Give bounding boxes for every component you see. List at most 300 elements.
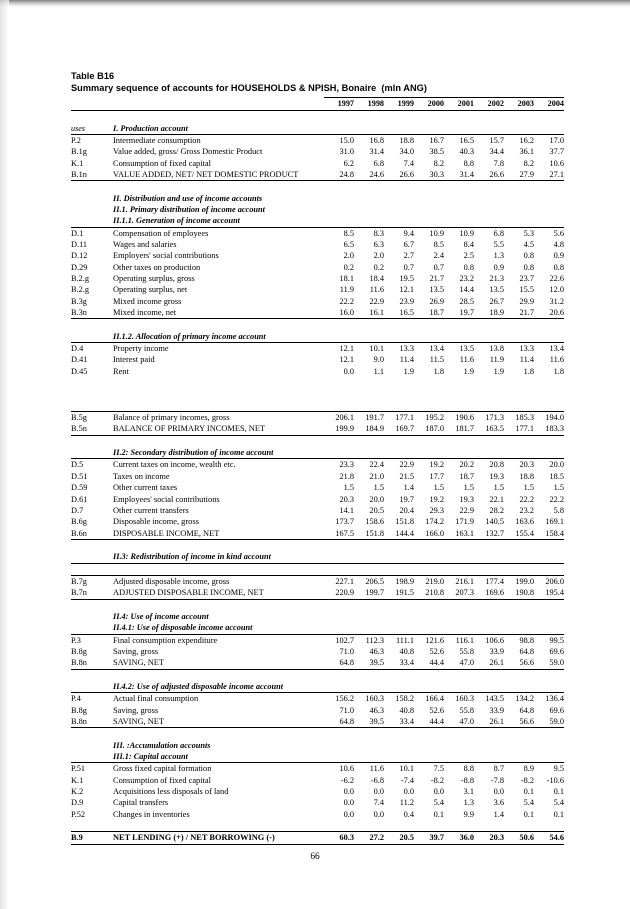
- cell-2003: 0.8: [523, 262, 534, 272]
- cell-1997: 12.1: [339, 355, 354, 365]
- cell-2001: 55.8: [459, 705, 474, 715]
- row-code: P.3: [71, 635, 81, 645]
- cell-1999: 33.4: [384, 657, 414, 669]
- row-label: Saving, gross: [113, 705, 159, 715]
- cell-2004: 194.0: [534, 412, 564, 424]
- scan-edge-top: [0, 0, 630, 7]
- cell-2000: 52.6: [429, 646, 444, 656]
- cell-2004: 20.6: [534, 307, 564, 319]
- cell-2004: 37.7: [549, 147, 564, 157]
- cell-2002: 143.5: [485, 694, 504, 704]
- cell-2000: 13.4: [429, 344, 444, 354]
- section-title-production: I. Production account: [113, 123, 324, 135]
- section-heading-primary-distribution: [71, 204, 564, 215]
- cell-2001: -8.8: [460, 775, 474, 785]
- cell-2000: 1.8: [433, 366, 444, 376]
- cell-1998: 46.3: [369, 705, 384, 715]
- cell-1999: 23.9: [399, 296, 414, 306]
- cell-2003: 1.5: [523, 483, 534, 493]
- table-row: [71, 273, 564, 284]
- cell-1999: 169.7: [384, 423, 414, 435]
- cell-2001: 36.0: [444, 832, 474, 844]
- cell-2002: 1.9: [493, 366, 504, 376]
- section-heading-secondary: [71, 447, 564, 459]
- cell-1999: 198.9: [384, 575, 414, 587]
- cell-2001: 11.6: [459, 355, 474, 365]
- cell-2003: 155.4: [504, 528, 534, 540]
- cell-1998: 16.1: [354, 307, 384, 319]
- cell-2003: 36.1: [519, 147, 534, 157]
- cell-2001: 47.0: [444, 657, 474, 669]
- cell-2004: 169.1: [545, 517, 564, 527]
- cell-2004: 22.2: [549, 494, 564, 504]
- cell-2004: 12.0: [549, 285, 564, 295]
- cell-1999: 0.7: [403, 262, 414, 272]
- table-row: [71, 575, 564, 587]
- cell-2001: 10.9: [459, 228, 474, 238]
- cell-2000: 166.0: [414, 528, 444, 540]
- cell-1999: 22.9: [399, 460, 414, 470]
- cell-2001: 9.9: [463, 809, 474, 819]
- row-label: SAVING, NET: [113, 716, 324, 728]
- row-label: Compensation of employees: [113, 228, 209, 238]
- row-code: B.2.g: [71, 285, 89, 295]
- cell-1998: 24.6: [354, 169, 384, 181]
- table-row: [71, 343, 564, 355]
- cell-1998: 20.0: [369, 494, 384, 504]
- row-label: Rent: [113, 366, 129, 376]
- scan-edge-left: [0, 0, 9, 909]
- table-row: [71, 250, 564, 261]
- cell-1997: 15.0: [339, 135, 354, 145]
- cell-2004: 4.8: [553, 239, 564, 249]
- cell-2003: 22.2: [519, 494, 534, 504]
- cell-1997: 14.1: [339, 505, 354, 515]
- cell-1998: 7.4: [373, 798, 384, 808]
- cell-2002: 0.0: [493, 787, 504, 797]
- cell-2001: 2.5: [463, 251, 474, 261]
- row-code: B.7g: [71, 575, 113, 587]
- section-title-secondary: II.2: Secondary distribution of income account: [113, 447, 324, 459]
- cell-2002: 6.8: [493, 228, 504, 238]
- section-heading-capital-account: [71, 751, 564, 763]
- row-code: D.5: [71, 460, 84, 470]
- column-header-2000: 2000: [414, 97, 444, 110]
- cell-1997: 31.0: [339, 147, 354, 157]
- cell-1998: 184.9: [354, 423, 384, 435]
- cell-2001: 14.4: [459, 285, 474, 295]
- cell-1999: 19.7: [399, 494, 414, 504]
- cell-1999: 1.4: [403, 483, 414, 493]
- table-row: [71, 587, 564, 599]
- cell-2004: 18.5: [549, 471, 564, 481]
- cell-2004: 11.6: [549, 355, 564, 365]
- row-label: Employees' social contributions: [113, 494, 220, 504]
- cell-1999: 10.1: [399, 764, 414, 774]
- cell-2002: 169.6: [474, 587, 504, 599]
- cell-2001: 216.1: [444, 575, 474, 587]
- cell-1998: 18.4: [369, 273, 384, 283]
- cell-2001: 47.0: [444, 716, 474, 728]
- cell-1999: 20.5: [384, 832, 414, 844]
- cell-2000: 10.9: [429, 228, 444, 238]
- cell-1998: 8.3: [373, 228, 384, 238]
- cell-2000: 44.4: [414, 657, 444, 669]
- table-row: [71, 423, 564, 435]
- row-label: Interest paid: [113, 355, 155, 365]
- table-row: [71, 494, 564, 505]
- row-code: P.52: [71, 809, 86, 819]
- spacer-row: [71, 563, 564, 575]
- cell-2003: 190.8: [504, 587, 534, 599]
- section-title-accumulation: III. :Accumulation accounts: [113, 740, 211, 750]
- cell-2003: 29.9: [519, 296, 534, 306]
- cell-2002: 18.9: [474, 307, 504, 319]
- table-number: Table B16: [71, 71, 115, 81]
- column-header-1998: 1998: [354, 97, 384, 110]
- cell-2000: 121.6: [425, 635, 444, 645]
- cell-2003: 11.4: [519, 355, 534, 365]
- cell-1997: 11.9: [339, 285, 354, 295]
- cell-2001: 16.5: [459, 135, 474, 145]
- cell-2002: 13.5: [489, 285, 504, 295]
- row-code: D.11: [71, 239, 88, 249]
- row-code: D.12: [71, 251, 88, 261]
- cell-1999: 144.4: [384, 528, 414, 540]
- cell-2003: 1.8: [523, 366, 534, 376]
- cell-1998: 11.6: [369, 764, 384, 774]
- row-label: Operating surplus, net: [113, 285, 188, 295]
- cell-2003: 0.1: [523, 787, 534, 797]
- cell-1998: 31.4: [369, 147, 384, 157]
- cell-1999: 13.3: [399, 344, 414, 354]
- cell-2001: 18.7: [459, 471, 474, 481]
- row-code: D.59: [71, 483, 88, 493]
- cell-2000: 0.7: [433, 262, 444, 272]
- table-row: [71, 763, 564, 775]
- cell-2003: 13.3: [519, 344, 534, 354]
- row-code: B.2.g: [71, 273, 89, 283]
- cell-2001: 40.3: [459, 147, 474, 157]
- cell-1998: 9.0: [373, 355, 384, 365]
- row-label: Mixed income, net: [113, 307, 324, 319]
- cell-2001: 1.9: [463, 366, 474, 376]
- cell-2001: 19.7: [444, 307, 474, 319]
- cell-1999: 40.8: [399, 705, 414, 715]
- cell-1999: -7.4: [400, 775, 414, 785]
- cell-1998: 22.4: [369, 460, 384, 470]
- cell-1998: 1.1: [373, 366, 384, 376]
- table-row: [71, 482, 564, 493]
- row-label: Employers' social contributions: [113, 251, 219, 261]
- cell-2004: 0.8: [553, 262, 564, 272]
- cell-2001: 163.1: [444, 528, 474, 540]
- cell-1997: 0.0: [343, 787, 354, 797]
- cell-2000: 166.4: [425, 694, 444, 704]
- cell-2001: 171.9: [455, 517, 474, 527]
- cell-1999: 2.7: [403, 251, 414, 261]
- cell-2002: 33.9: [489, 646, 504, 656]
- cell-2000: 21.7: [429, 273, 444, 283]
- table-row: [71, 775, 564, 786]
- cell-1997: 21.8: [339, 471, 354, 481]
- cell-2002: 0.9: [493, 262, 504, 272]
- cell-2001: 19.3: [459, 494, 474, 504]
- spacer-row: [71, 599, 564, 611]
- row-code: B.8n: [71, 657, 113, 669]
- cell-2000: 19.2: [429, 460, 444, 470]
- cell-2002: 1.5: [493, 483, 504, 493]
- cell-1997: 1.5: [343, 483, 354, 493]
- cell-1998: 1.5: [373, 483, 384, 493]
- row-code: B.6g: [71, 517, 87, 527]
- cell-1999: 19.5: [399, 273, 414, 283]
- spacer-row: [71, 400, 564, 412]
- cell-2004: 10.6: [549, 158, 564, 168]
- row-label: ADJUSTED DISPOSABLE INCOME, NET: [113, 587, 324, 599]
- row-label: Balance of primary incomes, gross: [113, 412, 324, 424]
- cell-2004: 136.4: [545, 694, 564, 704]
- section-heading-generation-of-income: [71, 215, 564, 227]
- row-label: Operating surplus, gross: [113, 273, 195, 283]
- cell-2001: 28.5: [459, 296, 474, 306]
- row-label: Final consumption expenditure: [113, 635, 218, 645]
- cell-1998: 2.0: [373, 251, 384, 261]
- cell-1998: 151.8: [354, 528, 384, 540]
- table-row: [71, 797, 564, 808]
- cell-1999: 16.5: [384, 307, 414, 319]
- table-row: [71, 262, 564, 273]
- cell-2003: 8.9: [523, 764, 534, 774]
- column-header-1999: 1999: [384, 97, 414, 110]
- cell-2002: 21.3: [489, 273, 504, 283]
- cell-1998: 158.6: [365, 517, 384, 527]
- cell-2003: 8.2: [523, 158, 534, 168]
- cell-2003: 20.3: [519, 460, 534, 470]
- row-code: D.51: [71, 471, 88, 481]
- cell-2001: 55.8: [459, 646, 474, 656]
- cell-2002: 7.8: [493, 158, 504, 168]
- table-title-block: [71, 70, 564, 95]
- row-label: Other current transfers: [113, 505, 189, 515]
- cell-2000: 11.5: [429, 355, 444, 365]
- section-heading-distribution: [71, 193, 564, 204]
- cell-1997: -6.2: [340, 775, 354, 785]
- table-row: [71, 354, 564, 365]
- column-header-2001: 2001: [444, 97, 474, 110]
- cell-2004: 0.9: [553, 251, 564, 261]
- cell-1998: 46.3: [369, 646, 384, 656]
- cell-2003: 199.0: [504, 575, 534, 587]
- cell-2002: 8.7: [493, 764, 504, 774]
- row-label: Property income: [113, 344, 169, 354]
- cell-2002: 177.4: [474, 575, 504, 587]
- header-code-cell: [71, 97, 113, 110]
- row-label: Acquisitions less disposals of land: [113, 787, 229, 797]
- cell-1998: 160.3: [365, 694, 384, 704]
- section-heading-redistribution: [71, 551, 564, 563]
- spacer-row: [71, 728, 564, 740]
- cell-1997: 206.1: [324, 412, 354, 424]
- row-label: Saving, gross: [113, 646, 159, 656]
- row-code: B.1n: [71, 169, 113, 181]
- cell-2004: 69.6: [549, 705, 564, 715]
- cell-2002: 26.1: [474, 657, 504, 669]
- cell-1999: 9.4: [403, 228, 414, 238]
- section-title-capital-account: III.1: Capital account: [113, 751, 324, 763]
- cell-2004: 5.8: [553, 505, 564, 515]
- row-label: DISPOSABLE INCOME, NET: [113, 528, 324, 540]
- cell-2002: 163.5: [474, 423, 504, 435]
- cell-1998: 112.3: [365, 635, 384, 645]
- table-row: [71, 296, 564, 307]
- row-label: Disposable income, gross: [113, 517, 199, 527]
- row-code: B.3g: [71, 296, 87, 306]
- uses-label: uses: [71, 123, 113, 135]
- cell-2004: -10.6: [546, 775, 564, 785]
- row-code: K.1: [71, 158, 84, 168]
- cell-2001: 8.8: [463, 158, 474, 168]
- cell-1999: 21.5: [399, 471, 414, 481]
- cell-2000: 17.7: [429, 471, 444, 481]
- row-code: D.29: [71, 262, 88, 272]
- cell-2000: 187.0: [414, 423, 444, 435]
- section-heading-use-disposable: [71, 622, 564, 634]
- table-row: [71, 169, 564, 181]
- table-row: [71, 239, 564, 250]
- cell-1997: 0.0: [343, 798, 354, 808]
- cell-2004: 5.6: [553, 228, 564, 238]
- cell-2003: 5.3: [523, 228, 534, 238]
- cell-1998: 0.0: [373, 787, 384, 797]
- cell-2001: 13.5: [459, 344, 474, 354]
- cell-1997: 18.1: [339, 273, 354, 283]
- cell-2003: 163.6: [515, 517, 534, 527]
- cell-2003: 15.5: [519, 285, 534, 295]
- cell-2000: 7.5: [433, 764, 444, 774]
- cell-2003: 64.8: [519, 705, 534, 715]
- cell-1998: 21.0: [369, 471, 384, 481]
- section-title-primary-distribution: II.1. Primary distribution of income account: [113, 204, 265, 214]
- spacer-row: [71, 388, 564, 399]
- spacer-row: [71, 377, 564, 388]
- table-row: [71, 412, 564, 424]
- cell-2000: -8.2: [430, 775, 444, 785]
- cell-1999: 151.8: [395, 517, 414, 527]
- row-label: Value added, gross/ Gross Domestic Product: [113, 147, 263, 157]
- row-label: NET LENDING (+) / NET BORROWING (-): [113, 832, 324, 844]
- cell-2004: 206.0: [534, 575, 564, 587]
- row-label: Other taxes on production: [113, 262, 201, 272]
- cell-2004: 9.5: [553, 764, 564, 774]
- section-title-distribution: II. Distribution and use of income accounts: [113, 193, 263, 203]
- cell-2002: 15.7: [489, 135, 504, 145]
- cell-2003: 23.2: [519, 505, 534, 515]
- cell-1998: 22.9: [369, 296, 384, 306]
- row-label: Current taxes on income, wealth etc.: [113, 460, 236, 470]
- accounts-table: [71, 97, 564, 845]
- cell-2002: 26.1: [474, 716, 504, 728]
- cell-1997: 71.0: [339, 646, 354, 656]
- row-code: K.1: [71, 775, 84, 785]
- cell-1997: 8.5: [343, 228, 354, 238]
- cell-1998: 11.6: [369, 285, 384, 295]
- row-code: B.8g: [71, 705, 87, 715]
- section-title-use-disposable: II.4.1: Use of disposable income account: [113, 622, 324, 634]
- cell-1999: 158.2: [395, 694, 414, 704]
- cell-1998: 16.8: [369, 135, 384, 145]
- cell-1998: 0.0: [373, 809, 384, 819]
- cell-2004: 59.0: [534, 716, 564, 728]
- page-title: Summary sequence of accounts for HOUSEHOLDS & NPISH, Bonaire (mln ANG): [71, 83, 427, 94]
- row-code: B.5g: [71, 412, 113, 424]
- cell-1997: 227.1: [324, 575, 354, 587]
- cell-2002: 13.8: [489, 344, 504, 354]
- section-heading-use-adjusted: [71, 681, 564, 693]
- row-code: D.9: [71, 798, 84, 808]
- cell-1997: 20.3: [339, 494, 354, 504]
- cell-2002: 26.6: [474, 169, 504, 181]
- row-label: Mixed income gross: [113, 296, 182, 306]
- cell-2002: 1.3: [493, 251, 504, 261]
- cell-1997: 6.2: [343, 158, 354, 168]
- cell-1998: 27.2: [354, 832, 384, 844]
- cell-2003: 0.1: [523, 809, 534, 819]
- header-label-cell: [113, 97, 324, 110]
- cell-1997: 0.0: [343, 809, 354, 819]
- cell-2001: 1.5: [463, 483, 474, 493]
- cell-2001: 116.1: [455, 635, 474, 645]
- cell-2000: 18.7: [414, 307, 444, 319]
- row-label: Taxes on income: [113, 471, 170, 481]
- cell-1999: 11.2: [399, 798, 414, 808]
- spacer-row: [71, 820, 564, 832]
- row-code: B.1g: [71, 147, 87, 157]
- cell-1997: 199.9: [324, 423, 354, 435]
- cell-2002: 140.5: [485, 517, 504, 527]
- row-label: Consumption of fixed capital: [113, 158, 211, 168]
- cell-2000: 0.1: [433, 809, 444, 819]
- table-row-net-lending: [71, 832, 564, 844]
- cell-2002: 5.5: [493, 239, 504, 249]
- cell-1998: 199.7: [354, 587, 384, 599]
- cell-2003: 56.6: [504, 716, 534, 728]
- table-row: [71, 528, 564, 540]
- section-heading-accumulation: [71, 740, 564, 751]
- row-code: P.2: [71, 135, 81, 145]
- cell-2003: 185.3: [504, 412, 534, 424]
- cell-2003: 4.5: [523, 239, 534, 249]
- cell-1997: 220.9: [324, 587, 354, 599]
- cell-1999: 7.4: [403, 158, 414, 168]
- cell-1997: 0.2: [343, 262, 354, 272]
- cell-2001: 0.8: [463, 262, 474, 272]
- cell-2001: 190.6: [444, 412, 474, 424]
- table-row: [71, 634, 564, 646]
- cell-2000: 38.5: [429, 147, 444, 157]
- cell-2001: 23.2: [459, 273, 474, 283]
- cell-1997: 12.1: [339, 344, 354, 354]
- cell-2003: 50.6: [504, 832, 534, 844]
- cell-2003: 134.2: [515, 694, 534, 704]
- cell-1997: 22.2: [339, 296, 354, 306]
- cell-2003: 177.1: [504, 423, 534, 435]
- table-row: [71, 284, 564, 295]
- cell-2000: 0.0: [433, 787, 444, 797]
- cell-1997: 0.0: [343, 366, 354, 376]
- row-code: P.51: [71, 764, 86, 774]
- spacer-row: [71, 319, 564, 331]
